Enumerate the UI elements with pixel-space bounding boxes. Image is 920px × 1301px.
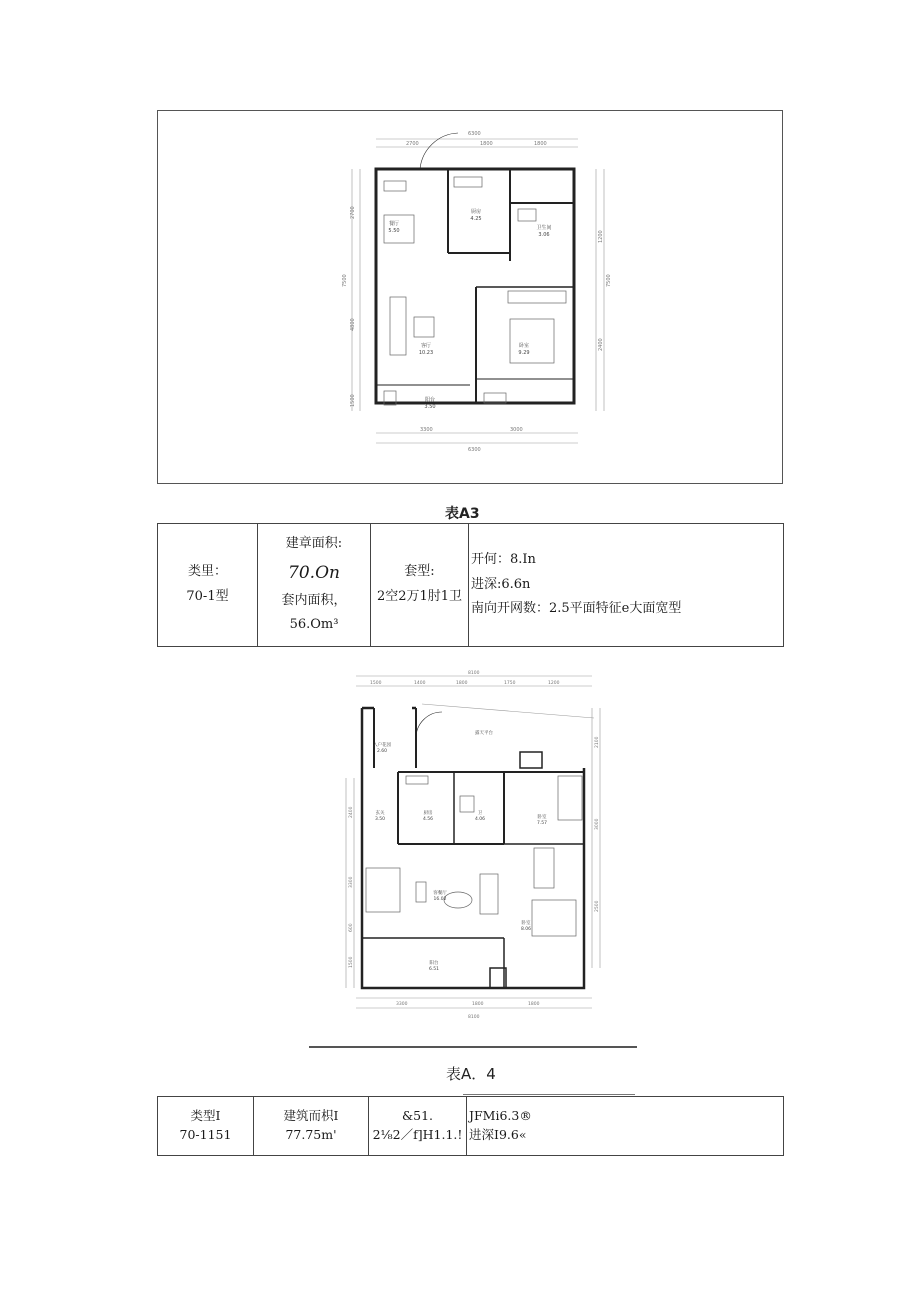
plan-a-room-0-area: 5.50 <box>388 228 400 234</box>
table-a3-feature-cell <box>469 524 784 647</box>
floor-plan-b-drawing <box>344 668 606 1030</box>
table-a4-top-rule <box>463 1094 635 1095</box>
plan-b-dim-top-3: 1800 <box>456 681 468 686</box>
plan-a-dim-top-0: 6300 <box>468 131 481 137</box>
plan-a-room-1-area: 4.25 <box>470 216 482 222</box>
table-a4-caption: 表A．4 <box>446 1065 496 1083</box>
table-a4 <box>157 1096 784 1156</box>
plan-a-dim-top-1: 2700 <box>406 141 419 147</box>
plan-a-room-5-name: 阳台 <box>424 397 436 403</box>
floor-plan-a <box>157 110 783 484</box>
plan-b-room-8-area: 6.51 <box>428 967 440 972</box>
plan-a-room-3-name: 客厅 <box>420 343 432 349</box>
plan-b-dim-top-4: 1750 <box>504 681 516 686</box>
table-a3-type-value: 70-1型 <box>186 589 229 604</box>
plan-a-dim-top-2: 1800 <box>480 141 493 147</box>
plan-a-dim-bottom-1: 3000 <box>510 427 523 433</box>
table-a3-type-label: 类里： <box>187 564 227 580</box>
table-a4-suite-line2: 2⅛2／f]H1.1.! <box>372 1127 463 1142</box>
plan-b-dim-left-3: 1500 <box>349 956 354 968</box>
table-a4-suite-cell <box>369 1097 467 1156</box>
table-a3-area-cell <box>258 524 371 647</box>
plan-a-room-2-area: 3.06 <box>538 232 550 238</box>
table-a3-inner-area-value: 56.Om³ <box>289 617 339 633</box>
plan-b-dim-right-1: 3000 <box>595 818 600 830</box>
plan-b-dim-top-2: 1400 <box>414 681 426 686</box>
plan-b-room-0-name: 入户花园 <box>373 743 391 748</box>
table-a4-build-area-label: 建筑而枳I <box>283 1108 339 1124</box>
table-a4-depth-line: 进深I9.6« <box>469 1127 527 1142</box>
table-a3-inner-area-label: 套内面积， <box>281 592 347 608</box>
plan-b-room-1-name: 露天平台 <box>475 731 493 736</box>
plan-b-dim-bottom-3: 8100 <box>468 1015 480 1020</box>
plan-a-room-4-area: 9.29 <box>518 350 530 356</box>
plan-b-room-4-name: 卫 <box>477 811 483 816</box>
plan-a-dim-top-3: 1800 <box>534 141 547 147</box>
plan-b-room-2-area: 3.50 <box>374 817 386 822</box>
table-a3-build-area-value: 70.On <box>288 562 340 583</box>
plan-a-room-4-name: 卧室 <box>518 343 530 349</box>
table-a3-build-area-label: 建章面积: <box>285 535 343 551</box>
table-a4-width-line: JFMi6.3® <box>469 1108 532 1124</box>
plan-b-room-6-name: 客餐厅 <box>433 891 447 896</box>
floor-plan-a-drawing <box>158 111 782 483</box>
table-a4-area-cell <box>254 1097 369 1156</box>
table-a3-caption: 表A3 <box>445 506 480 522</box>
plan-a-room-5-area: 3.50 <box>424 404 436 410</box>
table-a3-suite-label: 套型: <box>404 564 435 580</box>
table-a3-suite-cell <box>371 524 469 647</box>
plan-b-dim-right-2: 2500 <box>595 900 600 912</box>
table-a4-feature-cell <box>467 1097 784 1156</box>
plan-a-dim-left-3: 7500 <box>342 274 348 287</box>
plan-b-dim-right-0: 2100 <box>595 736 600 748</box>
table-a3-type-cell <box>158 524 258 647</box>
plan-b-room-4-area: 4.06 <box>474 817 486 822</box>
table-a4-suite-line1: &51. <box>401 1108 433 1124</box>
plan-b-room-2-name: 玄关 <box>375 811 385 816</box>
plan-b-dim-top-1: 1500 <box>370 681 382 686</box>
plan-b-room-5-name: 卧室 <box>537 815 547 820</box>
plan-b-room-0-area: 2.60 <box>376 749 388 754</box>
plan-a-dim-bottom-2: 6300 <box>468 447 481 453</box>
plan-a-room-3-area: 10.23 <box>418 350 434 356</box>
plan-a-room-2-name: 卫生间 <box>536 225 552 231</box>
plan-b-room-8-name: 阳台 <box>429 961 439 966</box>
plan-b-room-5-area: 7.57 <box>536 821 548 826</box>
plan-b-dim-left-1: 3300 <box>349 876 354 888</box>
plan-b-room-3-area: 4.56 <box>422 817 434 822</box>
plan-b-dim-bottom-2: 1800 <box>528 1002 540 1007</box>
plan-b-dim-top-5: 1200 <box>548 681 560 686</box>
plan-b-room-7-name: 卧室 <box>521 921 531 926</box>
plan-b-dim-bottom-1: 1800 <box>472 1002 484 1007</box>
table-a4-type-value: 70-1151 <box>179 1127 232 1142</box>
plan-b-dim-left-2: 600 <box>349 923 354 932</box>
plan-a-room-1-name: 厨房 <box>470 209 482 215</box>
plan-a-dim-left-1: 4800 <box>350 318 356 331</box>
plan-a-dim-left-2: 1500 <box>350 394 356 407</box>
plan-a-dim-right-0: 1200 <box>598 230 604 243</box>
plan-b-dim-bottom-0: 3300 <box>396 1002 408 1007</box>
plan-b-dim-top-0: 8100 <box>468 671 480 676</box>
table-a3-feature-line: 南向开网数：2.5平面特征e大面宽型 <box>471 601 682 617</box>
plan-a-dim-bottom-0: 3300 <box>420 427 433 433</box>
plan-b-room-3-name: 厨房 <box>423 811 433 816</box>
plan-a-room-0-name: 餐厅 <box>388 221 400 227</box>
plan-a-dim-right-2: 7500 <box>606 274 612 287</box>
table-a3 <box>157 523 784 647</box>
table-a3-depth-line: 进深:6.6n <box>471 576 531 592</box>
plan-b-room-6-area: 16.02 <box>433 897 447 902</box>
plan-b-room-7-area: 8.06 <box>520 927 532 932</box>
plan-b-dim-left-0: 2400 <box>349 806 354 818</box>
section-divider <box>309 1046 637 1048</box>
table-a4-build-area-value: 77.75m' <box>285 1127 337 1142</box>
table-a3-suite-value: 2空2万1肘1卫 <box>376 589 463 604</box>
plan-a-dim-left-0: 2700 <box>350 206 356 219</box>
table-a4-type-label: 类型I <box>190 1108 221 1124</box>
table-a4-type-cell <box>158 1097 254 1156</box>
plan-a-dim-right-1: 2400 <box>598 338 604 351</box>
floor-plan-b <box>344 668 606 1030</box>
table-a3-width-line: 开何：8.In <box>471 551 536 567</box>
